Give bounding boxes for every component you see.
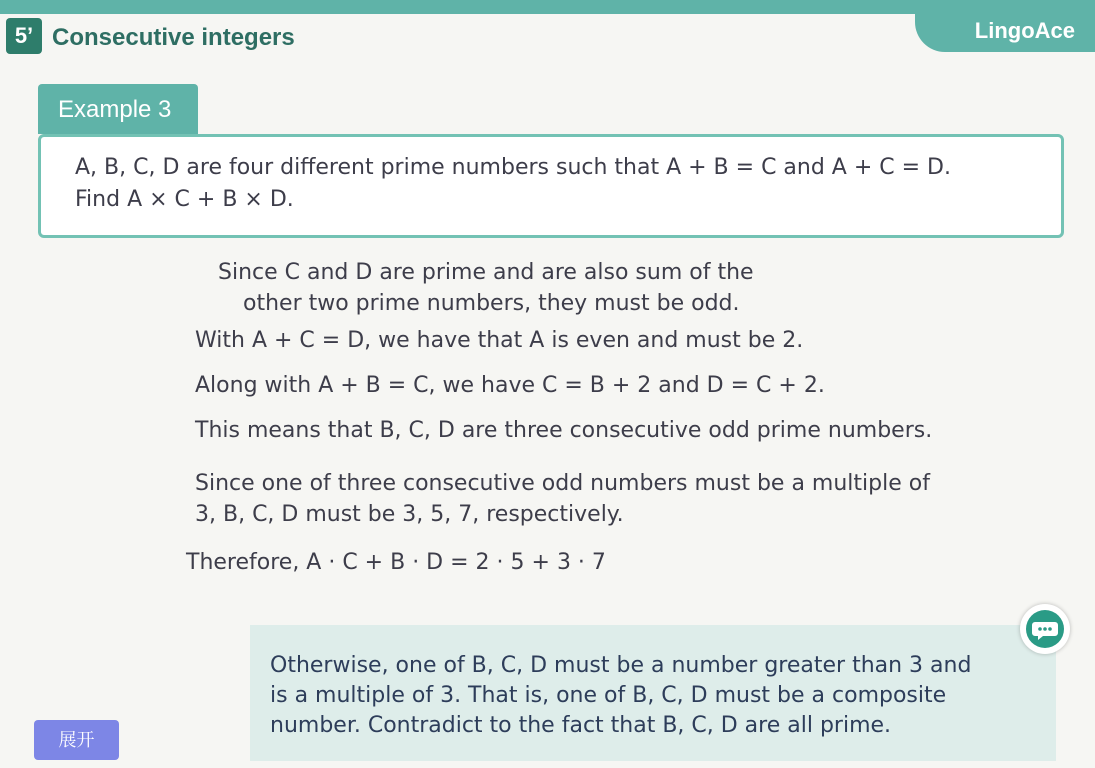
- solution-line: Along with A + B = C, we have C = B + 2 and D = C + 2.: [195, 373, 825, 398]
- note-line: is a multiple of 3. That is, one of B, C, D must be a composite: [270, 683, 947, 708]
- example-tab: [38, 84, 198, 134]
- solution-line: This means that B, C, D are three consecutive odd prime numbers.: [195, 418, 933, 443]
- brand-tab: [915, 0, 1095, 52]
- solution-conclusion: Therefore, A · C + B · D = 2 · 5 + 3 · 7: [186, 550, 606, 575]
- note-box: [250, 625, 1056, 761]
- solution-line: other two prime numbers, they must be odd.: [243, 291, 740, 316]
- note-line: Otherwise, one of B, C, D must be a number greater than 3 and: [270, 653, 972, 678]
- solution-line: With A + C = D, we have that A is even and must be 2.: [195, 328, 804, 353]
- problem-box: [38, 134, 1064, 238]
- chat-bubble-icon: [1020, 604, 1070, 654]
- note-line: number. Contradict to the fact that B, C, D are all prime.: [270, 713, 892, 738]
- problem-question: Find A × C + B × D.: [75, 187, 294, 212]
- solution-line: 3, B, C, D must be 3, 5, 7, respectively.: [195, 502, 624, 527]
- brand-logo: LingoAce: [974, 18, 1075, 43]
- section-number-badge: 5’: [6, 18, 42, 54]
- problem-statement: A, B, C, D are four different prime numbers such that A + B = C and A + C = D.: [75, 155, 951, 180]
- section-title: Consecutive integers: [52, 24, 295, 51]
- example-tab-label: Example 3: [58, 96, 172, 123]
- solution-line: Since C and D are prime and are also sum of the: [218, 260, 754, 285]
- expand-button[interactable]: 展开: [34, 720, 119, 760]
- solution-line: Since one of three consecutive odd numbers must be a multiple of: [195, 471, 930, 496]
- chat-button[interactable]: [1020, 604, 1070, 654]
